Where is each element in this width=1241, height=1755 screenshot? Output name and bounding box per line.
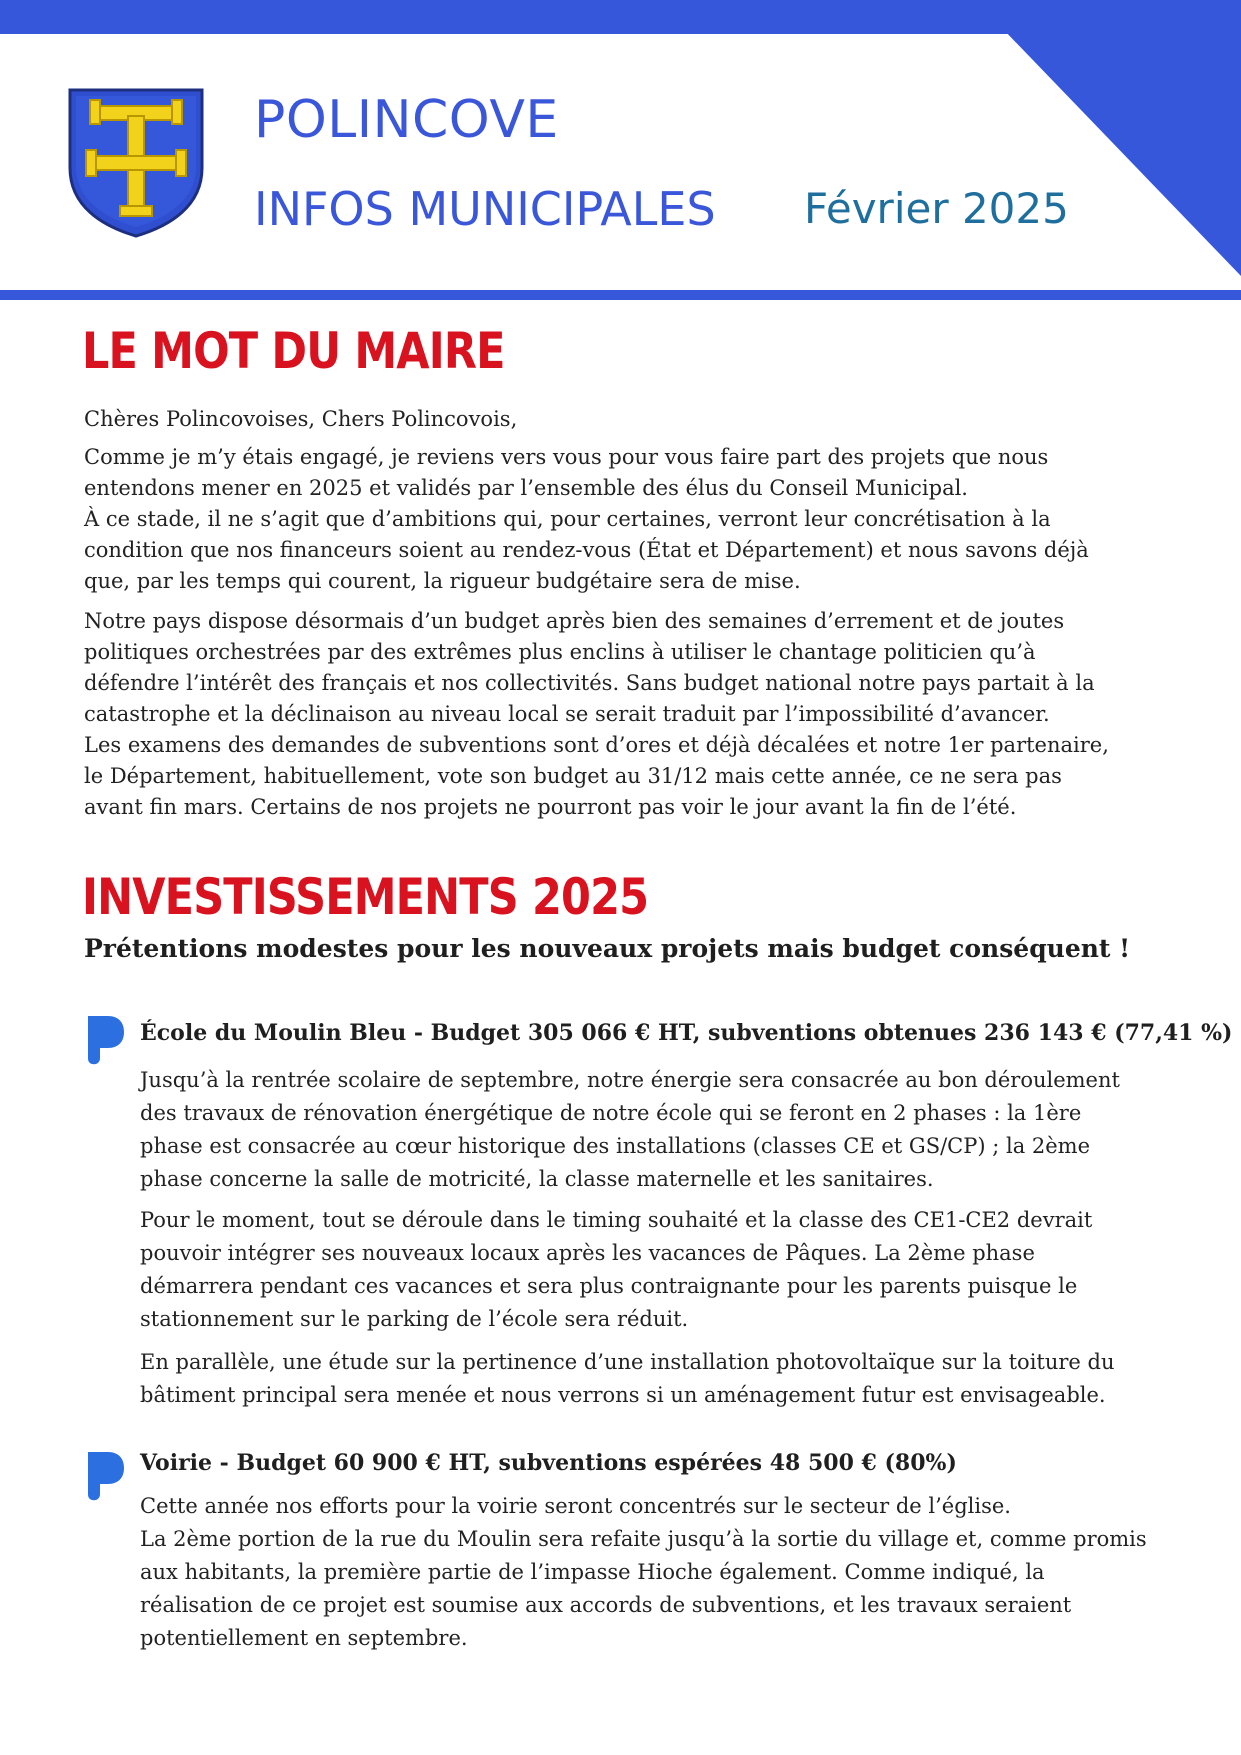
item-ecole-paragraph-1: Jusqu’à la rentrée scolaire de septembre, notre énergie sera consacrée au bon déroulement des travaux de rénovation énergétique de notre école qui se feront en 2 phases : la 1ère phase est consacrée au cœur historique des installations (classes CE et GS/CP) ; la 2ème phase concerne la salle de motricité, la classe maternelle et les sanitaires. — [140, 1068, 1120, 1191]
item-voirie-paragraph-1: Cette année nos efforts pour la voirie seront concentrés sur le secteur de l’église. La 2ème portion de la rue du Moulin sera refaite jusqu’à la sortie du village et, comme promis aux habitants, la première partie de l’impasse Hioche également. Comme indiqué, la réalisation de ce projet est soumise aux accords de subventions, et les travaux seraient potentiellement en septembre. — [140, 1494, 1147, 1650]
coat-of-arms-icon — [66, 86, 206, 238]
item-ecole-paragraph-3: En parallèle, une étude sur la pertinence d’une installation photovoltaïque sur la toiture du bâtiment principal sera menée et nous verrons si un aménagement futur est envisageable. — [140, 1350, 1115, 1407]
town-name: POLINCOVE — [254, 90, 559, 150]
bulletin-subtitle: INFOS MUNICIPALES — [254, 182, 716, 236]
pin-flag-icon — [84, 1450, 126, 1502]
pin-flag-icon — [84, 1014, 126, 1066]
section-title-investissements: INVESTISSEMENTS 2025 — [82, 868, 649, 926]
header-bottom-rule — [0, 290, 1241, 300]
investissements-lead: Prétentions modestes pour les nouveaux projets mais budget conséquent ! — [84, 934, 1131, 963]
issue-date: Février 2025 — [804, 184, 1069, 233]
mayor-paragraph-1: Comme je m’y étais engagé, je reviens vers vous pour vous faire part des projets que nous entendons mener en 2025 et validés par l’ensemble des élus du Conseil Municipal. À ce stade, il ne s’agit que d’ambitions qui, pour certaines, verront leur concrétisation à la condition que nos financeurs soient au rendez-vous (État et Département) et nous savons déjà que, par les temps qui courent, la rigueur budgétaire sera de mise. — [84, 445, 1089, 593]
item-title-ecole: École du Moulin Bleu - Budget 305 066 € HT, subventions obtenues 236 143 € (77,41 %) — [140, 1020, 1233, 1046]
item-title-voirie: Voirie - Budget 60 900 € HT, subventions espérées 48 500 € (80%) — [140, 1450, 957, 1476]
item-ecole-paragraph-2: Pour le moment, tout se déroule dans le timing souhaité et la classe des CE1-CE2 devrait pouvoir intégrer ses nouveaux locaux après les vacances de Pâques. La 2ème phase démarrera pendant ces vacances et sera plus contraignante pour les parents puisque le stationnement sur le parking de l’école sera réduit. — [140, 1208, 1093, 1331]
section-title-mot-du-maire: LE MOT DU MAIRE — [82, 322, 505, 380]
greeting: Chères Polincovoises, Chers Polincovois, — [84, 407, 518, 431]
mayor-paragraph-2: Notre pays dispose désormais d’un budget après bien des semaines d’errement et de joutes politiques orchestrées par des extrêmes plus enclins à utiliser le chantage politicien qu’à défendre l’intérêt des français et nos collectivités. Sans budget national notre pays partait à la catastrophe et la déclinaison au niveau local se serait traduit par l’impossibilité d’avancer. Les examens des demandes de subventions sont d’ores et déjà décalées et notre 1er partenaire, le Département, habituellement, vote son budget au 31/12 mais cette année, ce ne sera pas avant fin mars. Certains de nos projets ne pourront pas voir le jour avant la fin de l’été. — [84, 609, 1109, 819]
